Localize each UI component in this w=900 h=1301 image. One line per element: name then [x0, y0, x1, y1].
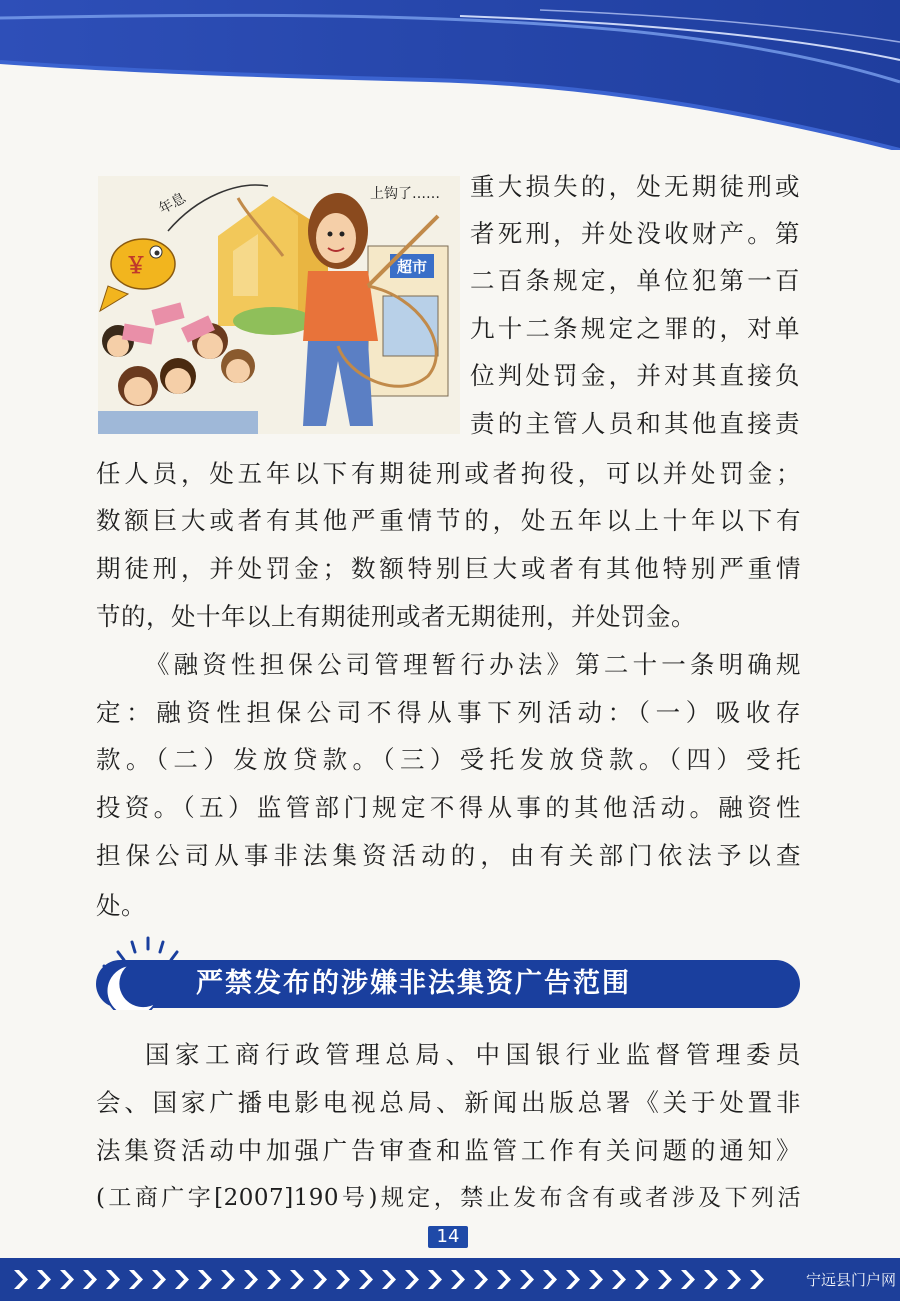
section-title: 严禁发布的涉嫌非法集资广告范围 — [196, 968, 631, 999]
chevron-icon — [221, 1270, 235, 1289]
paragraph-line: 期徒刑，并处罚金；数额特别巨大或者有其他特别严重情 — [96, 554, 801, 583]
paragraph-line: 处。 — [96, 891, 146, 920]
chevron-icon — [14, 1270, 28, 1289]
chevron-icon — [566, 1270, 580, 1289]
chevron-icon — [451, 1270, 465, 1289]
chevron-icon — [290, 1270, 304, 1289]
chevron-icon — [727, 1270, 741, 1289]
yuan-symbol: ￥ — [124, 254, 148, 279]
paragraph-line: 节的，处十年以上有期徒刑或者无期徒刑，并处罚金。 — [96, 602, 696, 631]
chevron-pattern — [0, 1258, 900, 1301]
chevron-icon — [382, 1270, 396, 1289]
paragraph-line: 担保公司从事非法集资活动的，由有关部门依法予以查 — [96, 841, 801, 870]
chevron-icon — [543, 1270, 557, 1289]
chevron-icon — [106, 1270, 120, 1289]
paragraph-line: 数额巨大或者有其他严重情节的，处五年以上十年以下有 — [96, 506, 801, 535]
speech-caption: 上钩了…… — [370, 186, 440, 202]
chevron-icon — [750, 1270, 764, 1289]
paragraph-line: 二百条规定，单位犯第一百 — [470, 266, 800, 295]
chevron-icon — [497, 1270, 511, 1289]
chevron-icon — [704, 1270, 718, 1289]
fish-bait-text: 年息 — [156, 190, 189, 218]
paragraph-line: 任人员，处五年以下有期徒刑或者拘役，可以并处罚金； — [96, 459, 801, 488]
paragraph-line: 者死刑，并处没收财产。第 — [470, 219, 800, 248]
chevron-icon — [313, 1270, 327, 1289]
chevron-icon — [83, 1270, 97, 1289]
paragraph-line: 九十二条规定之罪的，对单 — [470, 314, 800, 343]
chevron-icon — [359, 1270, 373, 1289]
page-number: 14 — [428, 1226, 468, 1248]
chevron-icon — [405, 1270, 419, 1289]
chevron-icon — [244, 1270, 258, 1289]
sparkle-icon — [100, 930, 186, 1010]
chevron-icon — [60, 1270, 74, 1289]
paragraph-line: 法集资活动中加强广告审查和监管工作有关问题的通知》 — [96, 1136, 801, 1165]
paragraph-line: 责的主管人员和其他直接责 — [470, 409, 800, 438]
site-watermark: 宁远县门户网 — [805, 1271, 896, 1289]
chevron-icon — [175, 1270, 189, 1289]
bottom-chevron-strip — [0, 1258, 900, 1301]
chevron-icon — [589, 1270, 603, 1289]
paragraph-line: 《融资性担保公司管理暂行办法》第二十一条明确规 — [145, 650, 801, 679]
chevron-icon — [612, 1270, 626, 1289]
chevron-icon — [129, 1270, 143, 1289]
paragraph-line: 位判处罚金，并对其直接负 — [470, 361, 800, 390]
chevron-icon — [658, 1270, 672, 1289]
paragraph-line: 重大损失的，处无期徒刑或 — [470, 172, 800, 201]
top-wave-banner — [0, 0, 900, 150]
chevron-icon — [336, 1270, 350, 1289]
chevron-icon — [152, 1270, 166, 1289]
chevron-icon — [267, 1270, 281, 1289]
cartoon-illustration — [98, 176, 460, 434]
paragraph-line: (工商广字[2007]190号)规定，禁止发布含有或者涉及下列活 — [96, 1185, 801, 1211]
chevron-icon — [681, 1270, 695, 1289]
chevron-icon — [198, 1270, 212, 1289]
chevron-icon — [520, 1270, 534, 1289]
chevron-icon — [37, 1270, 51, 1289]
chevron-icon — [428, 1270, 442, 1289]
paragraph-line: 款。（二）发放贷款。（三）受托发放贷款。（四）受托 — [96, 745, 801, 774]
chevron-icon — [635, 1270, 649, 1289]
paragraph-line: 定：融资性担保公司不得从事下列活动：（一）吸收存 — [96, 698, 801, 727]
paragraph-line: 投资。（五）监管部门规定不得从事的其他活动。融资性 — [96, 793, 801, 822]
paragraph-line: 国家工商行政管理总局、中国银行业监督管理委员 — [145, 1040, 801, 1069]
section-header — [96, 960, 800, 1008]
chevron-icon — [474, 1270, 488, 1289]
paragraph-line: 会、国家广播电影电视总局、新闻出版总署《关于处置非 — [96, 1088, 801, 1117]
store-sign: 超市 — [396, 258, 428, 276]
